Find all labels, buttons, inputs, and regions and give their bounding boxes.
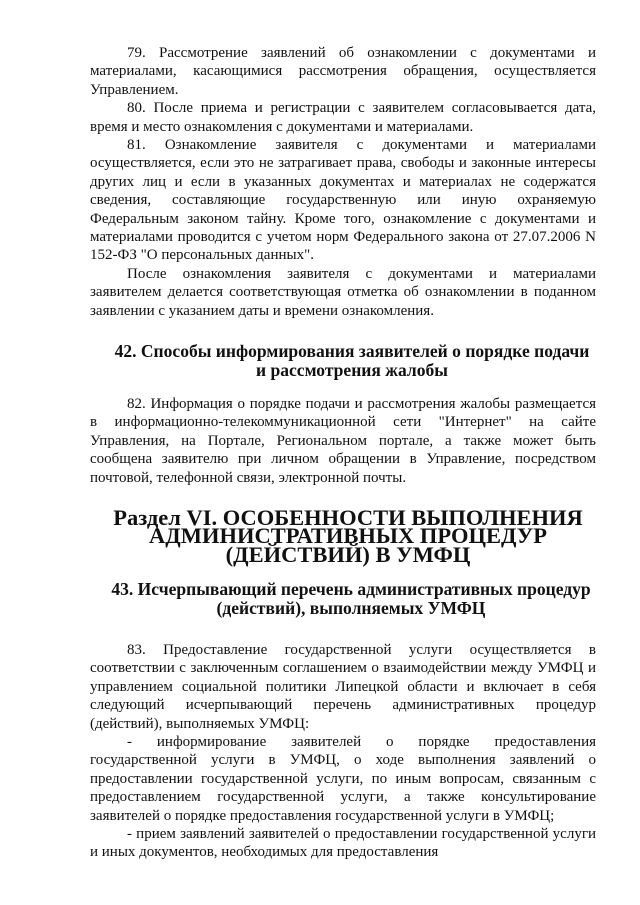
list-item-receiving: - прием заявлений заявителей о предоставлении государственной услуги и иных документов, необходимых для предоставления xyxy=(90,826,596,861)
spacer xyxy=(90,617,596,641)
heading-43-line2: (действий), выполняемых УМФЦ xyxy=(216,597,486,618)
paragraph-83: 83. Предоставление государственной услуги осуществляется в соответствии с заключенным соглашением о взаимодействии между УМФЦ и управлением социальной политики Липецкой области и включает в себя следующий исчерпывающий перечень административных процедур (действий), выполняемых УМФЦ: xyxy=(90,641,596,732)
heading-43-line1: 43. Исчерпывающий перечень административных процедур xyxy=(111,579,591,600)
spacer xyxy=(90,320,596,342)
paragraph-81: 81. Ознакомление заявителя с документами и материалами осуществляется, если это не затрагивает права, свободы и законные интересы других лиц и если в указанных документах и материалах не содержатся сведения, составляющие государственную или иную охраняемую Федеральным законом тайну. Кроме того, ознакомление с документами и материалами проводится с учетом норм Федерального закона от 27.07.2006 N 152-ФЗ "О персональных данных". xyxy=(90,137,596,264)
section-title-6 xyxy=(90,504,596,567)
paragraph-82: 82. Информация о порядке подачи и рассмотрения жалобы размещается в информационно-телекоммуникационной сети "Интернет" на сайте Управления, на Портале, Региональном портале, а также может быть сообщена заявителю при личном обращении в Управление, посредством почтовой, телефонной связи, электронной почты. xyxy=(90,395,596,486)
spacer xyxy=(90,379,596,395)
heading-42-line1: 42. Способы информирования заявителей о порядке подачи xyxy=(114,341,590,362)
section-heading-43 xyxy=(90,580,596,617)
paragraph-after-review: После ознакомления заявителя с документами и материалами заявителем делается соответствующая отметка об ознакомлении в поданном заявлении с указанием даты и времени ознакомления. xyxy=(90,265,596,319)
section-6-line1: Раздел VI. ОСОБЕННОСТИ ВЫПОЛНЕНИЯ xyxy=(113,504,583,530)
section-heading-42 xyxy=(90,342,596,379)
section-6-line3: (ДЕЙСТВИЙ) В УМФЦ xyxy=(225,541,471,567)
heading-42-line2: и рассмотрения жалобы xyxy=(256,359,448,380)
paragraph-79: 79. Рассмотрение заявлений об ознакомлении с документами и материалами, касающимися рассмотрения обращения, осуществляется Управлением. xyxy=(90,45,596,98)
paragraph-80: 80. После приема и регистрации с заявителем согласовывается дата, время и место ознакомления с документами и материалами. xyxy=(90,100,596,135)
section-6-line2: АДМИНИСТРАТИВНЫХ ПРОЦЕДУР xyxy=(149,523,547,549)
list-item-informing: - информирование заявителей о порядке предоставления государственной услуги в УМФЦ, о ходе выполнения заявлений о предоставлении государственной услуги, по иным вопросам, связанным с предоставлением государственной услуги, а также консультирование заявителей о порядке предоставления государственной услуги в УМФЦ; xyxy=(90,734,596,824)
